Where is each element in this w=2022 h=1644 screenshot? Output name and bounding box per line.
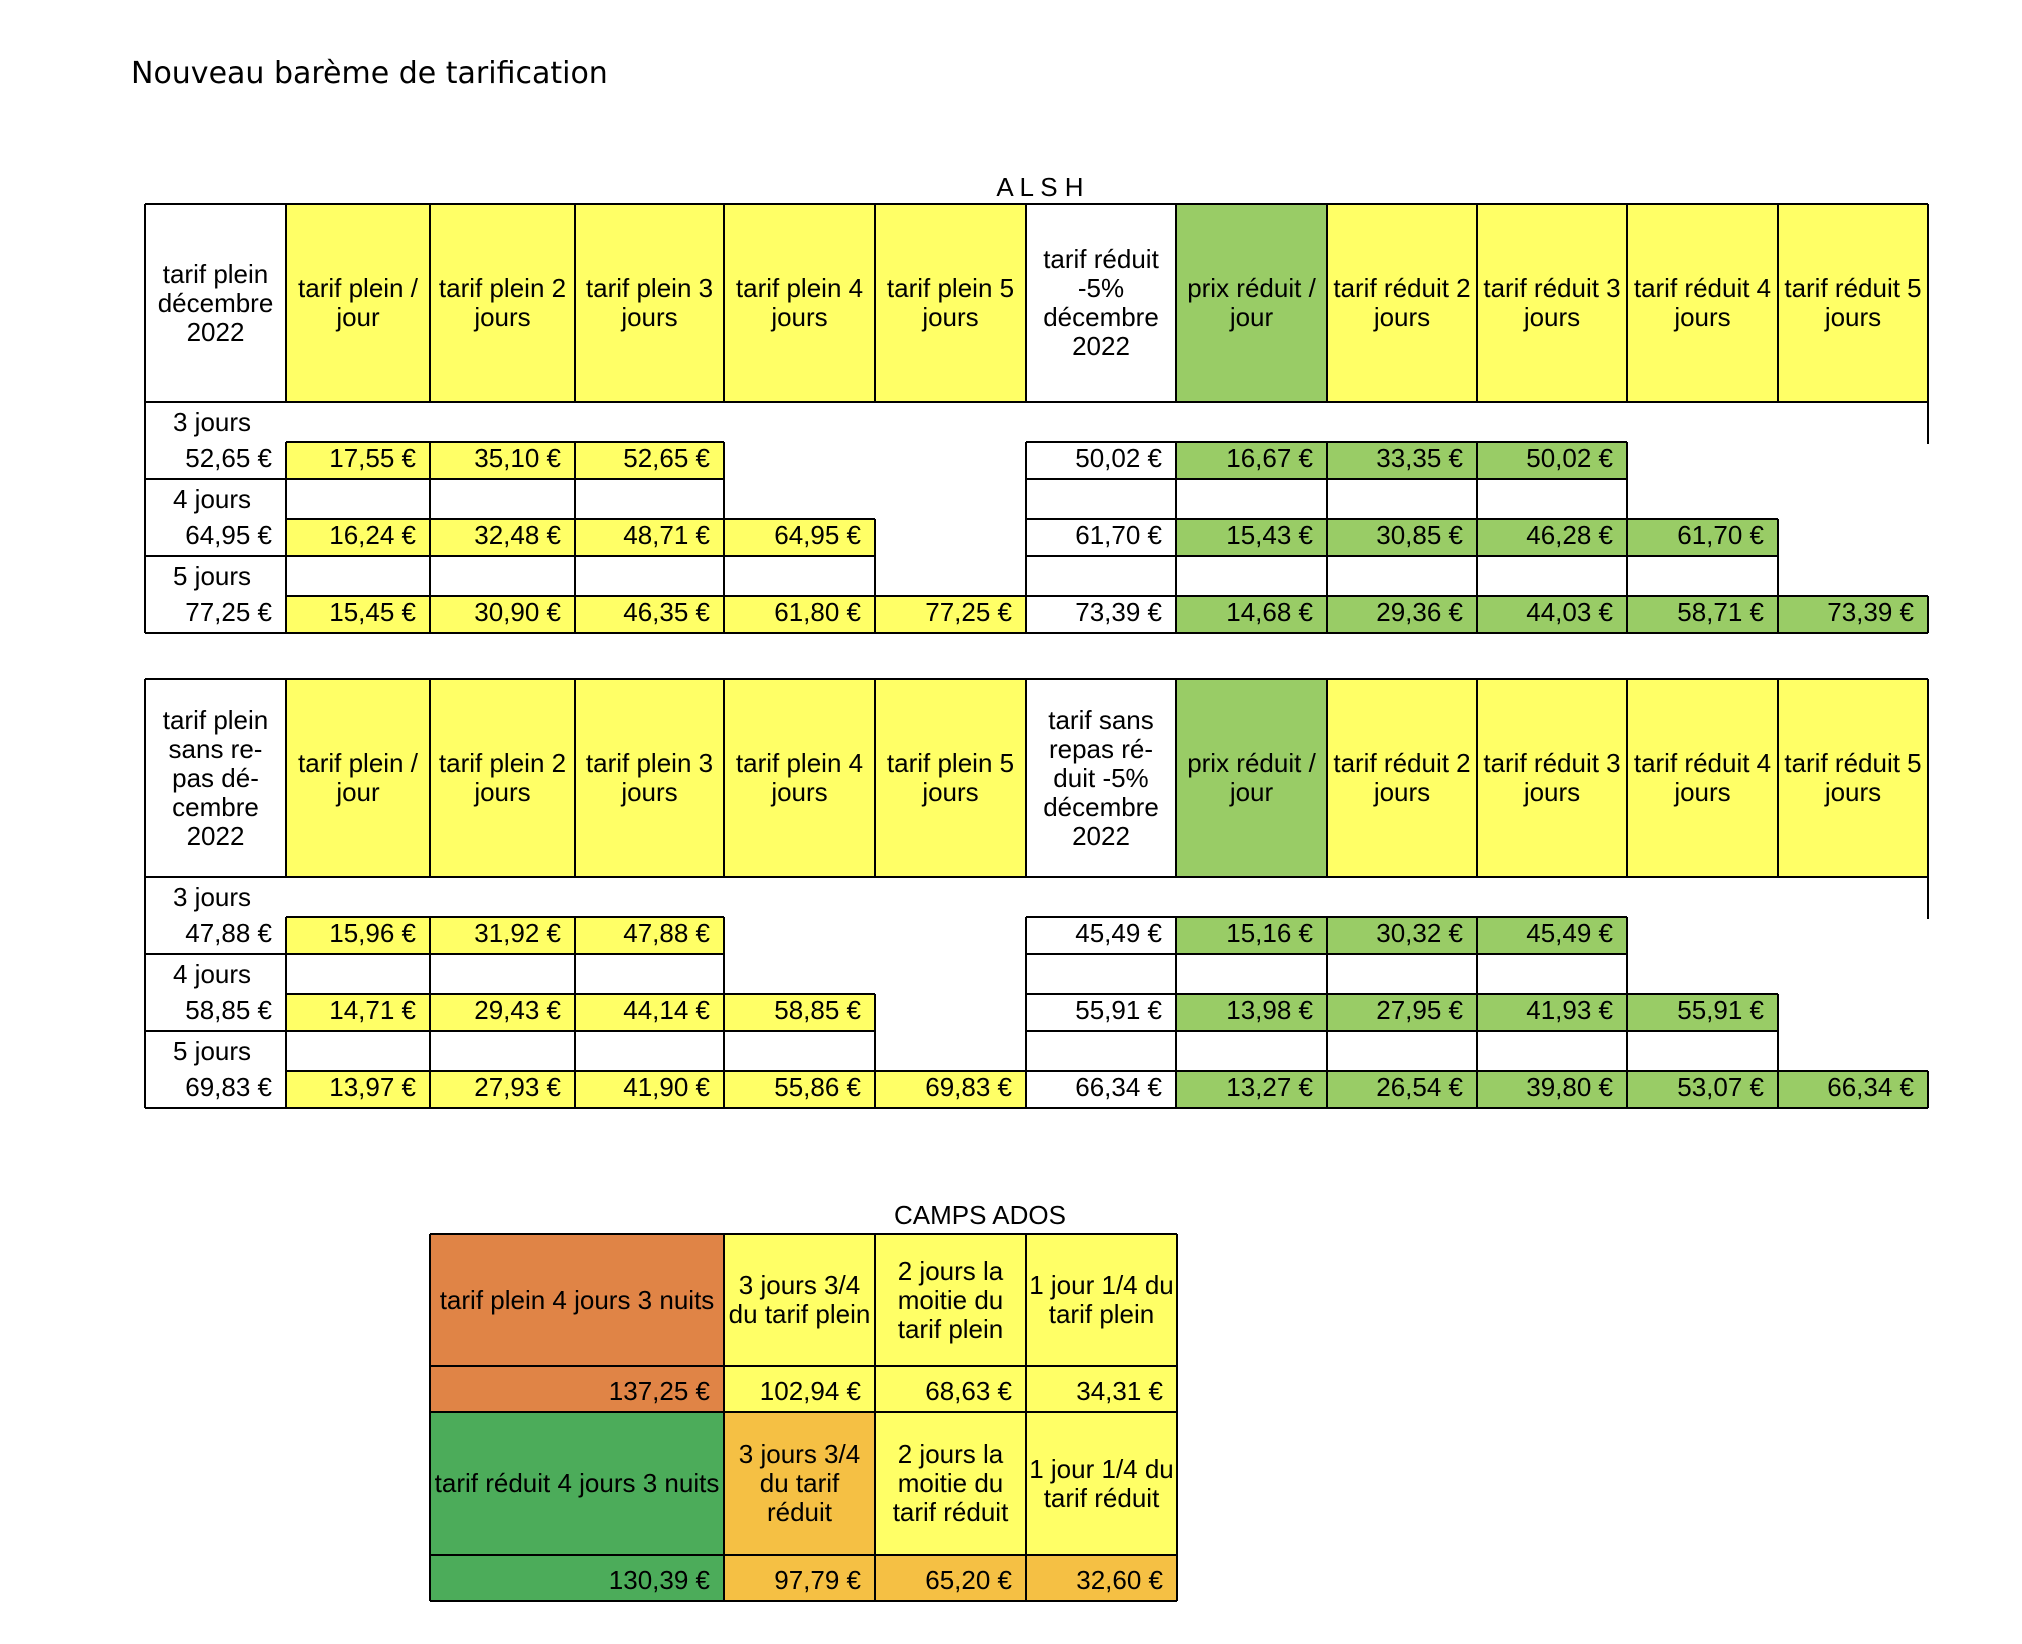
plein-value: 48,71 € bbox=[575, 519, 724, 556]
reduit-value: 46,28 € bbox=[1477, 519, 1627, 556]
reduit-value: 29,36 € bbox=[1327, 596, 1477, 633]
grid-line bbox=[1476, 917, 1478, 1108]
grid-line bbox=[1026, 1030, 1778, 1032]
row-label: 3 jours bbox=[173, 406, 252, 437]
camps-caption: CAMPS ADOS bbox=[894, 1200, 1066, 1230]
grid-line bbox=[1026, 478, 1627, 480]
grid-line bbox=[285, 917, 287, 1108]
grid-line bbox=[723, 204, 725, 402]
plein-value: 32,48 € bbox=[430, 519, 575, 556]
plein-value: 31,92 € bbox=[430, 917, 575, 954]
reduit-header: prix réduit / jour bbox=[1176, 679, 1327, 877]
grid-line bbox=[1626, 442, 1628, 633]
reduit-header: tarif réduit 3 jours bbox=[1477, 204, 1627, 402]
grid-line bbox=[1176, 1234, 1178, 1601]
grid-line bbox=[285, 679, 287, 877]
grid-line bbox=[286, 916, 724, 918]
plein-value: 46,35 € bbox=[575, 596, 724, 633]
plein-value: 52,65 € bbox=[575, 442, 724, 479]
grid-line bbox=[145, 401, 1928, 403]
grid-line bbox=[429, 917, 431, 1108]
reduit-share-value: 97,79 € bbox=[724, 1555, 875, 1601]
plein-share-header: 2 jours la moitie du tarif plein bbox=[875, 1234, 1026, 1366]
grid-line bbox=[429, 679, 431, 877]
reduit-value: 33,35 € bbox=[1327, 442, 1477, 479]
plein-header: tarif plein 2 jours bbox=[430, 679, 575, 877]
reduit-total-value: 61,70 € bbox=[1075, 520, 1162, 550]
grid-line bbox=[145, 953, 724, 955]
grid-line bbox=[574, 917, 576, 1108]
grid-line bbox=[1025, 1071, 1027, 1108]
corner-header: tarif plein décembre 2022 bbox=[157, 258, 274, 347]
reduit-share-header: 1 jour 1/4 du tarif réduit bbox=[1026, 1412, 1177, 1555]
plein-value: 35,10 € bbox=[430, 442, 575, 479]
plein-total: 137,25 € bbox=[430, 1366, 724, 1412]
grid-line bbox=[874, 994, 876, 1108]
reduit-value: 45,49 € bbox=[1477, 917, 1627, 954]
grid-line bbox=[1025, 1234, 1027, 1601]
row-label: 4 jours bbox=[173, 958, 252, 989]
grid-line bbox=[1025, 204, 1027, 402]
plein-header: tarif plein 5 jours bbox=[875, 679, 1026, 877]
plein-value: 69,83 € bbox=[875, 1071, 1026, 1108]
plein-value: 64,95 € bbox=[724, 519, 875, 556]
alsh-caption: A L S H bbox=[996, 172, 1084, 202]
grid-line bbox=[145, 1030, 875, 1032]
row-label: 5 jours bbox=[173, 1035, 252, 1066]
grid-line bbox=[1927, 1071, 1929, 1108]
plein-value: 15,96 € bbox=[286, 917, 430, 954]
reduit-value: 15,16 € bbox=[1176, 917, 1327, 954]
corner-header: tarif plein sans re- pas dé- cembre 2022 bbox=[162, 704, 269, 851]
reduit-share-header: 3 jours 3/4 du tarif réduit bbox=[724, 1412, 875, 1555]
grid-line bbox=[1026, 555, 1778, 557]
reduit-value: 26,54 € bbox=[1327, 1071, 1477, 1108]
grid-line bbox=[1326, 917, 1328, 1108]
row-total: 47,88 € bbox=[185, 918, 272, 948]
reduit-header: tarif réduit 4 jours bbox=[1627, 204, 1778, 402]
plein-value: 55,86 € bbox=[724, 1071, 875, 1108]
page-title: Nouveau barème de tarification bbox=[131, 56, 608, 91]
grid-line bbox=[874, 204, 876, 402]
grid-line bbox=[723, 442, 725, 633]
reduit-total-header: tarif sans repas ré- duit -5% décembre 2022 bbox=[1043, 704, 1159, 851]
grid-line bbox=[874, 1234, 876, 1601]
grid-line bbox=[874, 519, 876, 633]
grid-line bbox=[1025, 679, 1027, 877]
plein-label: tarif plein 4 jours 3 nuits bbox=[430, 1234, 724, 1366]
grid-line bbox=[286, 518, 875, 520]
reduit-value: 27,95 € bbox=[1327, 994, 1477, 1031]
grid-line bbox=[1476, 442, 1478, 633]
reduit-total-value: 55,91 € bbox=[1075, 995, 1162, 1025]
plein-value: 58,85 € bbox=[724, 994, 875, 1031]
plein-value: 27,93 € bbox=[430, 1071, 575, 1108]
grid-line bbox=[286, 595, 1026, 597]
plein-value: 61,80 € bbox=[724, 596, 875, 633]
grid-line bbox=[1476, 204, 1478, 402]
plein-header: tarif plein 2 jours bbox=[430, 204, 575, 402]
grid-line bbox=[1326, 204, 1328, 402]
row-label: 3 jours bbox=[173, 881, 252, 912]
grid-line bbox=[874, 679, 876, 877]
grid-line bbox=[1175, 679, 1177, 877]
grid-line bbox=[145, 478, 724, 480]
grid-line bbox=[574, 442, 576, 633]
grid-line bbox=[286, 993, 875, 995]
grid-line bbox=[1026, 953, 1627, 955]
grid-line bbox=[1626, 679, 1628, 877]
plein-share-header: 3 jours 3/4 du tarif plein bbox=[724, 1234, 875, 1366]
reduit-header: tarif réduit 2 jours bbox=[1327, 679, 1477, 877]
grid-line bbox=[144, 679, 146, 877]
grid-line bbox=[1476, 679, 1478, 877]
grid-line bbox=[1026, 1070, 1928, 1072]
grid-line bbox=[286, 1070, 1026, 1072]
reduit-value: 14,68 € bbox=[1176, 596, 1327, 633]
grid-line bbox=[1927, 402, 1929, 444]
plein-header: tarif plein / jour bbox=[286, 679, 430, 877]
row-total: 69,83 € bbox=[185, 1072, 272, 1102]
grid-line bbox=[574, 204, 576, 402]
grid-line bbox=[1025, 596, 1027, 633]
grid-line bbox=[1777, 679, 1779, 877]
reduit-value: 55,91 € bbox=[1627, 994, 1778, 1031]
reduit-header: tarif réduit 2 jours bbox=[1327, 204, 1477, 402]
grid-line bbox=[1927, 596, 1929, 633]
reduit-value: 44,03 € bbox=[1477, 596, 1627, 633]
plein-value: 13,97 € bbox=[286, 1071, 430, 1108]
reduit-share-value: 65,20 € bbox=[875, 1555, 1026, 1601]
grid-line bbox=[145, 876, 1928, 878]
reduit-value: 13,98 € bbox=[1176, 994, 1327, 1031]
grid-line bbox=[1175, 442, 1177, 633]
reduit-value: 50,02 € bbox=[1477, 442, 1627, 479]
reduit-total-value: 45,49 € bbox=[1075, 918, 1162, 948]
reduit-header: tarif réduit 4 jours bbox=[1627, 679, 1778, 877]
reduit-value: 39,80 € bbox=[1477, 1071, 1627, 1108]
grid-line bbox=[723, 1234, 725, 1601]
reduit-value: 15,43 € bbox=[1176, 519, 1327, 556]
reduit-value: 30,32 € bbox=[1327, 917, 1477, 954]
plein-header: tarif plein 4 jours bbox=[724, 679, 875, 877]
grid-line bbox=[1175, 917, 1177, 1108]
reduit-value: 41,93 € bbox=[1477, 994, 1627, 1031]
plein-value: 41,90 € bbox=[575, 1071, 724, 1108]
grid-line bbox=[723, 679, 725, 877]
grid-line bbox=[285, 442, 287, 633]
plein-share-value: 34,31 € bbox=[1026, 1366, 1177, 1412]
grid-line bbox=[429, 442, 431, 633]
grid-line bbox=[1927, 877, 1929, 919]
reduit-value: 58,71 € bbox=[1627, 596, 1778, 633]
grid-line bbox=[145, 203, 1928, 205]
grid-line bbox=[1175, 204, 1177, 402]
grid-line bbox=[1927, 204, 1929, 402]
grid-line bbox=[1777, 519, 1779, 633]
row-label: 4 jours bbox=[173, 483, 252, 514]
row-total: 52,65 € bbox=[185, 443, 272, 473]
reduit-header: tarif réduit 5 jours bbox=[1778, 679, 1928, 877]
reduit-share-value: 32,60 € bbox=[1026, 1555, 1177, 1601]
grid-line bbox=[1927, 679, 1929, 877]
grid-line bbox=[285, 204, 287, 402]
row-total: 58,85 € bbox=[185, 995, 272, 1025]
grid-line bbox=[1626, 917, 1628, 1108]
reduit-total-value: 66,34 € bbox=[1075, 1072, 1162, 1102]
plein-value: 14,71 € bbox=[286, 994, 430, 1031]
grid-line bbox=[1026, 993, 1778, 995]
plein-value: 77,25 € bbox=[875, 596, 1026, 633]
plein-value: 44,14 € bbox=[575, 994, 724, 1031]
grid-line bbox=[429, 1234, 431, 1601]
grid-line bbox=[574, 679, 576, 877]
grid-line bbox=[430, 1600, 1177, 1602]
grid-line bbox=[430, 1233, 1177, 1235]
reduit-header: tarif réduit 5 jours bbox=[1778, 204, 1928, 402]
reduit-header: prix réduit / jour bbox=[1176, 204, 1327, 402]
reduit-total-header: tarif réduit -5% décembre 2022 bbox=[1043, 244, 1159, 361]
plein-header: tarif plein 4 jours bbox=[724, 204, 875, 402]
grid-line bbox=[1777, 204, 1779, 402]
plein-value: 30,90 € bbox=[430, 596, 575, 633]
grid-line bbox=[430, 1411, 1177, 1413]
grid-line bbox=[1026, 595, 1928, 597]
plein-header: tarif plein 3 jours bbox=[575, 679, 724, 877]
grid-line bbox=[145, 555, 875, 557]
grid-line bbox=[145, 1107, 1928, 1109]
grid-line bbox=[1326, 442, 1328, 633]
grid-line bbox=[1026, 518, 1778, 520]
plein-value: 15,45 € bbox=[286, 596, 430, 633]
reduit-share-header: 2 jours la moitie du tarif réduit bbox=[875, 1412, 1026, 1555]
plein-value: 29,43 € bbox=[430, 994, 575, 1031]
reduit-value: 13,27 € bbox=[1176, 1071, 1327, 1108]
plein-share-value: 68,63 € bbox=[875, 1366, 1026, 1412]
grid-line bbox=[1777, 994, 1779, 1108]
reduit-total-value: 73,39 € bbox=[1075, 597, 1162, 627]
grid-line bbox=[145, 632, 1928, 634]
grid-line bbox=[723, 917, 725, 1108]
grid-line bbox=[429, 204, 431, 402]
grid-line bbox=[1626, 204, 1628, 402]
row-total: 77,25 € bbox=[185, 597, 272, 627]
plein-share-value: 102,94 € bbox=[724, 1366, 875, 1412]
grid-line bbox=[1326, 679, 1328, 877]
plein-share-header: 1 jour 1/4 du tarif plein bbox=[1026, 1234, 1177, 1366]
plein-header: tarif plein / jour bbox=[286, 204, 430, 402]
grid-line bbox=[286, 441, 724, 443]
reduit-total-value: 50,02 € bbox=[1075, 443, 1162, 473]
reduit-label: tarif réduit 4 jours 3 nuits bbox=[430, 1412, 724, 1555]
reduit-value: 30,85 € bbox=[1327, 519, 1477, 556]
grid-line bbox=[430, 1554, 1177, 1556]
plein-value: 47,88 € bbox=[575, 917, 724, 954]
row-total: 64,95 € bbox=[185, 520, 272, 550]
reduit-header: tarif réduit 3 jours bbox=[1477, 679, 1627, 877]
reduit-value: 66,34 € bbox=[1778, 1071, 1928, 1108]
reduit-value: 16,67 € bbox=[1176, 442, 1327, 479]
grid-line bbox=[144, 204, 146, 402]
plein-value: 17,55 € bbox=[286, 442, 430, 479]
reduit-value: 61,70 € bbox=[1627, 519, 1778, 556]
reduit-value: 53,07 € bbox=[1627, 1071, 1778, 1108]
grid-line bbox=[430, 1365, 1177, 1367]
plein-header: tarif plein 5 jours bbox=[875, 204, 1026, 402]
reduit-value: 73,39 € bbox=[1778, 596, 1928, 633]
grid-line bbox=[145, 678, 1928, 680]
grid-line bbox=[144, 402, 146, 633]
reduit-total: 130,39 € bbox=[430, 1555, 724, 1601]
plein-value: 16,24 € bbox=[286, 519, 430, 556]
grid-line bbox=[144, 877, 146, 1108]
row-label: 5 jours bbox=[173, 560, 252, 591]
plein-header: tarif plein 3 jours bbox=[575, 204, 724, 402]
